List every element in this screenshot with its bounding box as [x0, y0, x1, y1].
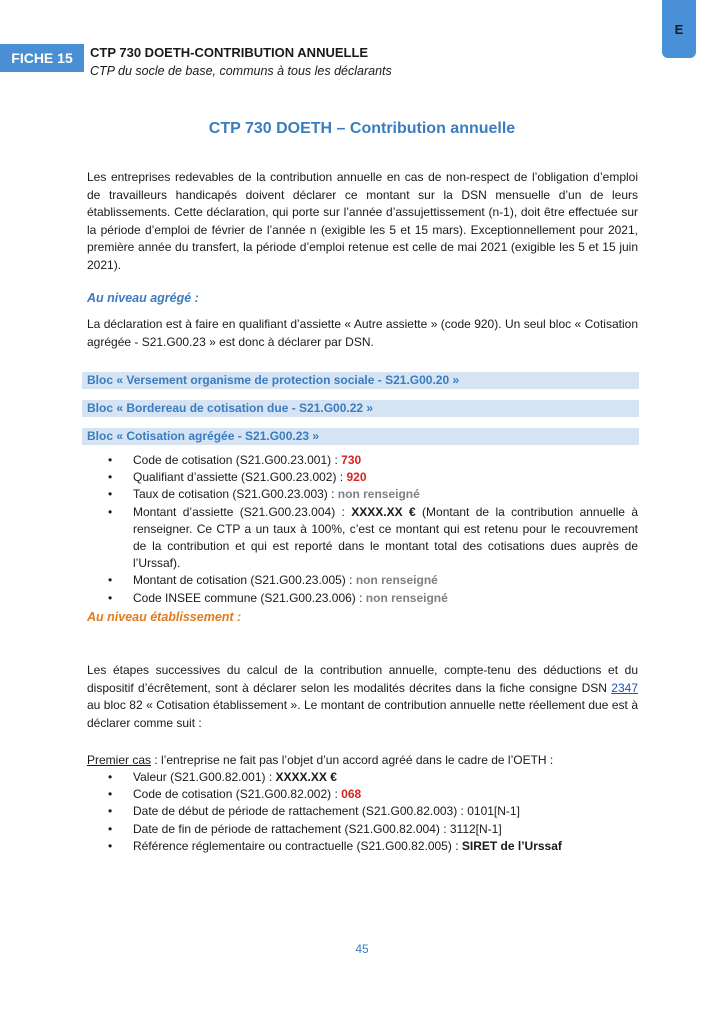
list-item [108, 590, 638, 607]
item-value: 0101[N-1] [467, 804, 520, 819]
bullet-icon: • [108, 787, 113, 802]
list-item [108, 786, 638, 803]
list-item [108, 803, 638, 820]
premier-cas-paragraph [87, 752, 638, 770]
item-label: Code INSEE commune (S21.G00.23.006) : [133, 590, 366, 605]
chapter-tab [662, 0, 696, 58]
list-item [108, 769, 638, 786]
section-heading-etablissement: Au niveau établissement : [87, 610, 242, 624]
fiche-badge: FICHE 15 [0, 44, 84, 72]
etab-text-start: Les étapes successives du calcul de la contribution annuelle, compte-tenu des déductions et du dispositif d’écrêtement, sont à déclarer selon les modalités décrites dans la fiche consigne DSN [87, 663, 638, 695]
header-subtitle: CTP du socle de base, communs à tous les déclarants [90, 64, 392, 78]
item-label: Montant de cotisation (S21.G00.23.005) : [133, 573, 356, 588]
item-label: Montant d’assiette (S21.G00.23.004) : [133, 504, 352, 519]
intro-paragraph: Les entreprises redevables de la contribution annuelle en cas de non-respect de l’obligation d’emploi de travailleurs handicapés doivent déclarer ce montant sur la DSN mensuelle d’un de leurs établissements. Cette déclaration, qui porte sur l’année d’assujettissement (n-1), doit être effectuée sur la période d’emploi de février de l’année n (exigible les 5 et 15 mars). Exceptionnellement pour 2021, première année du transfert, la période d’emploi retenue est celle de mai 2021 (exigible les 5 et 15 juin 2021). [87, 170, 638, 272]
item-label: Code de cotisation (S21.G00.23.001) : [133, 453, 342, 467]
premier-cas-label: Premier cas [87, 753, 152, 767]
bullet-icon: • [108, 821, 113, 836]
bullet-icon: • [108, 770, 113, 784]
bullet-icon: • [108, 804, 113, 819]
etablissement-bullet-list [108, 769, 638, 855]
list-item [108, 469, 638, 486]
item-note: (Montant de la contribution annuelle à renseigner. Ce CTP a un taux à 100%, c’est ce montant qui est retenu pour le recouvrement de la contribution et qui est reporté dans le montant total des cotisations dues auprès de l’Urssaf). [133, 504, 639, 571]
bullet-icon: • [108, 838, 113, 853]
list-item [108, 452, 638, 469]
bullet-icon: • [108, 487, 113, 502]
bullet-icon: • [108, 573, 113, 588]
item-value: XXXX.XX € [351, 504, 416, 519]
item-value: 3112[N-1] [449, 821, 502, 836]
bullet-icon: • [108, 590, 113, 605]
header-title: CTP 730 DOETH-CONTRIBUTION ANNUELLE [90, 45, 369, 60]
fiche-2347-link[interactable]: 2347 [611, 680, 638, 695]
item-value: non renseigné [365, 590, 448, 605]
item-label: Référence réglementaire ou contractuelle (S21.G00.82.005) : [133, 838, 462, 853]
agrege-bullet-list [108, 452, 638, 607]
item-label: Date de début de période de rattachement (S21.G00.82.003) : [133, 804, 468, 819]
item-value: SIRET de l’Urssaf [461, 838, 562, 853]
bloc-bordereau: Bloc « Bordereau de cotisation due - S21.G00.22 » [82, 400, 639, 417]
list-item [108, 572, 638, 589]
premier-cas-text: : l’entreprise ne fait pas l’objet d’un accord agréé dans le cadre de l’OETH : [151, 753, 554, 767]
item-value: 730 [341, 453, 362, 467]
item-label: Date de fin de période de rattachement (S21.G00.82.004) : [133, 821, 450, 836]
bullet-icon: • [108, 453, 113, 467]
item-value: non renseigné [355, 573, 438, 588]
list-item [108, 838, 638, 855]
etablissement-paragraph [87, 662, 638, 732]
list-item [108, 821, 638, 838]
item-label: Qualifiant d’assiette (S21.G00.23.002) : [133, 470, 347, 485]
list-item [108, 486, 638, 503]
item-value: XXXX.XX € [275, 770, 337, 784]
section-heading-agrege: Au niveau agrégé : [87, 291, 199, 305]
bloc-versement: Bloc « Versement organisme de protection sociale - S21.G00.20 » [82, 372, 639, 389]
item-value: 068 [341, 787, 362, 802]
bloc-cotisation-agregee: Bloc « Cotisation agrégée - S21.G00.23 » [82, 428, 639, 445]
item-value: non renseigné [337, 487, 420, 502]
bullet-icon: • [108, 504, 113, 519]
item-label: Taux de cotisation (S21.G00.23.003) : [133, 487, 338, 502]
chapter-tab-letter: E [674, 21, 684, 37]
list-item [108, 504, 638, 573]
item-label: Valeur (S21.G00.82.001) : [133, 770, 276, 784]
item-value: 920 [346, 470, 367, 485]
bullet-icon: • [108, 470, 113, 485]
page-number: 45 [355, 942, 369, 956]
page-title: CTP 730 DOETH – Contribution annuelle [208, 120, 516, 137]
etab-text-end: au bloc 82 « Cotisation établissement ». Le montant de contribution annuelle nette réellement due est à déclarer comme suit : [87, 698, 638, 730]
item-label: Code de cotisation (S21.G00.82.002) : [133, 787, 342, 802]
agrege-paragraph: La déclaration est à faire en qualifiant d’assiette « Autre assiette » (code 920). Un seul bloc « Cotisation agrégée - S21.G00.23 » est donc à déclarer par DSN. [87, 317, 638, 349]
